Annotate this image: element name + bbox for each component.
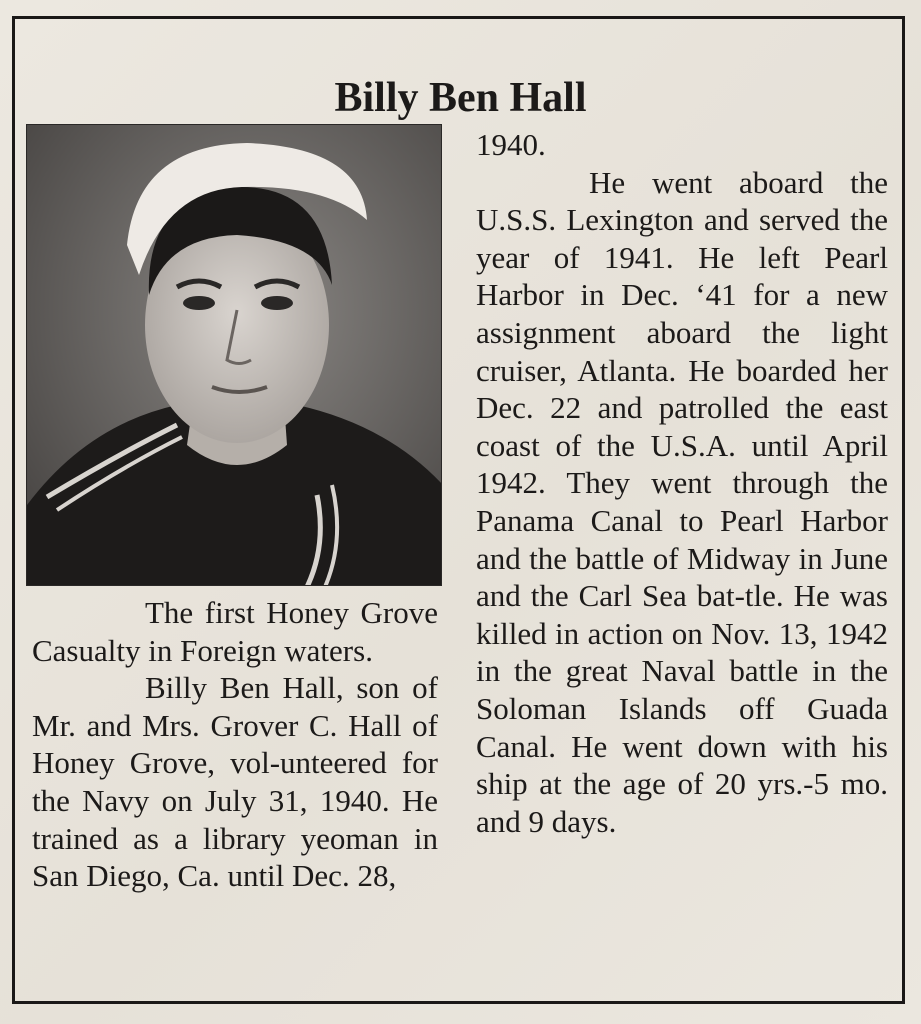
right-column <box>476 126 888 840</box>
sailor-portrait-photo <box>26 124 442 586</box>
article-title: Billy Ben Hall <box>334 75 587 122</box>
left-column <box>32 594 438 895</box>
continued-text: 1940. <box>476 127 546 162</box>
left-body-text: Billy Ben Hall, son of Mr. and Mrs. Grover C. Hall of Honey Grove, vol-unteered for the Navy on July 31, 1940. He trained as a library yeoman in San Diego, Ca. until Dec. 28, <box>32 670 438 894</box>
photo-caption: The first Honey Grove Casualty in Foreign waters. <box>32 595 438 668</box>
portrait-icon <box>27 125 442 586</box>
right-body-text: He went aboard the U.S.S. Lexington and served the year of 1941. He left Pearl Harbor in Dec. ‘41 for a new assignment aboard the light cruiser, Atlanta. He boarded her Dec. 22 and patrolled the east coast of the U.S.A. until April 1942. They went through the Panama Canal to Pearl Harbor and the battle of Midway in June and the Carl Sea bat-tle. He was killed in action on Nov. 13, 1942 in the great Naval battle in the Soloman Islands off Guada Canal. He went down with his ship at the age of 20 yrs.-5 mo. and 9 days. <box>476 164 888 839</box>
